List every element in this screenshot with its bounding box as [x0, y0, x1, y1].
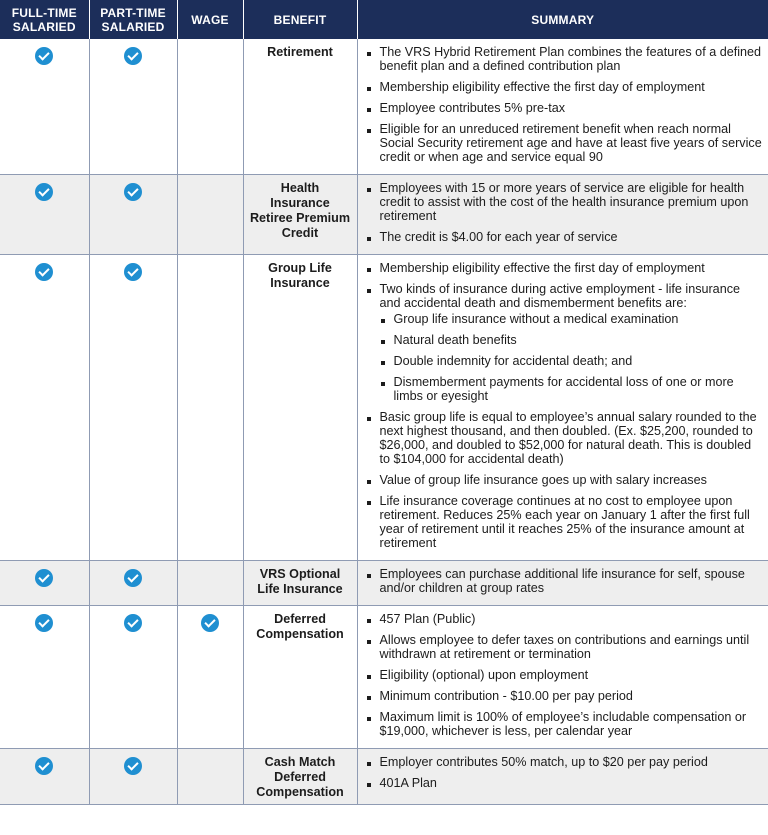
summary-item	[366, 710, 763, 738]
cell-wage	[177, 255, 243, 561]
summary-list	[366, 261, 763, 550]
cell-part-time	[89, 39, 177, 175]
table-row	[0, 561, 768, 606]
summary-item	[366, 668, 763, 682]
summary-item-text: Membership eligibility effective the first day of employment	[379, 261, 705, 275]
table-row	[0, 749, 768, 805]
summary-subitem: Group life insurance without a medical examination	[380, 312, 763, 326]
benefit-name: Cash Match Deferred Compensation	[243, 749, 357, 805]
table-body	[0, 39, 768, 805]
summary-item	[366, 755, 763, 769]
cell-wage	[177, 606, 243, 749]
summary-item-text: Value of group life insurance goes up with salary increases	[379, 473, 707, 487]
summary-subitem: Dismemberment payments for accidental loss of one or more limbs or eyesight	[380, 375, 763, 403]
table-row	[0, 39, 768, 175]
summary-item	[366, 122, 763, 164]
summary-item	[366, 101, 763, 115]
cell-full-time	[0, 561, 89, 606]
summary-item-text: Basic group life is equal to employee’s annual salary rounded to the next highest thousand, and then doubled. (Ex. $25,200, rounded to $26,000, and doubled to $52,000 for natural death. This is doubled to $104,000 for accidental death)	[379, 410, 757, 466]
summary-item-text: Employees can purchase additional life insurance for self, spouse and/or children at group rates	[379, 567, 745, 595]
summary-list	[366, 612, 763, 738]
cell-wage	[177, 749, 243, 805]
summary-list	[366, 181, 763, 244]
cell-full-time	[0, 749, 89, 805]
benefit-name: VRS Optional Life Insurance	[243, 561, 357, 606]
summary-item	[366, 633, 763, 661]
summary-item-text: Eligibility (optional) upon employment	[379, 668, 589, 682]
header-row	[0, 0, 768, 39]
summary-cell	[357, 561, 768, 606]
summary-list	[366, 755, 763, 790]
cell-wage	[177, 39, 243, 175]
cell-part-time	[89, 749, 177, 805]
cell-part-time	[89, 561, 177, 606]
check-circle-icon	[124, 569, 142, 587]
benefit-name: Retirement	[243, 39, 357, 175]
cell-full-time	[0, 255, 89, 561]
summary-item-text: Maximum limit is 100% of employee’s includable compensation or $19,000, whichever is less, per calendar year	[379, 710, 747, 738]
cell-full-time	[0, 606, 89, 749]
check-circle-icon	[35, 47, 53, 65]
check-circle-icon	[35, 569, 53, 587]
summary-item	[366, 776, 763, 790]
summary-list	[366, 45, 763, 164]
cell-wage	[177, 175, 243, 255]
cell-part-time	[89, 175, 177, 255]
check-circle-icon	[35, 263, 53, 281]
summary-item	[366, 410, 763, 466]
summary-subitem: Natural death benefits	[380, 333, 763, 347]
check-circle-icon	[201, 614, 219, 632]
summary-item	[366, 567, 763, 595]
summary-item	[366, 282, 763, 403]
header-benefit: BENEFIT	[243, 0, 357, 39]
check-circle-icon	[124, 757, 142, 775]
header-full-time: FULL-TIME SALARIED	[0, 0, 89, 39]
summary-item	[366, 181, 763, 223]
cell-part-time	[89, 255, 177, 561]
summary-cell	[357, 175, 768, 255]
summary-item	[366, 689, 763, 703]
benefit-name: Health Insurance Retiree Premium Credit	[243, 175, 357, 255]
check-circle-icon	[124, 47, 142, 65]
summary-cell	[357, 749, 768, 805]
cell-full-time	[0, 175, 89, 255]
summary-item-text: Allows employee to defer taxes on contributions and earnings until withdrawn at retirement or termination	[379, 633, 750, 661]
summary-item-text: Employees with 15 or more years of service are eligible for health credit to assist with the cost of the health insurance premium upon retirement	[379, 181, 749, 223]
summary-cell	[357, 606, 768, 749]
summary-item-text: Two kinds of insurance during active employment - life insurance and accidental death and dismemberment benefits are:	[379, 282, 740, 310]
check-circle-icon	[35, 614, 53, 632]
check-circle-icon	[35, 757, 53, 775]
summary-cell	[357, 39, 768, 175]
summary-item-text: Minimum contribution - $10.00 per pay period	[379, 689, 633, 703]
summary-item	[366, 494, 763, 550]
summary-item-text: Employer contributes 50% match, up to $20 per pay period	[379, 755, 708, 769]
check-circle-icon	[124, 183, 142, 201]
summary-item-text: Life insurance coverage continues at no cost to employee upon retirement. Reduces 25% each year on January 1 after the first full year of retirement until it reaches 25% of the insurance amount at retirement	[379, 494, 750, 550]
summary-item	[366, 230, 763, 244]
header-wage: WAGE	[177, 0, 243, 39]
summary-item	[366, 473, 763, 487]
header-summary: SUMMARY	[357, 0, 768, 39]
benefit-name: Deferred Compensation	[243, 606, 357, 749]
header-part-time: PART-TIME SALARIED	[89, 0, 177, 39]
summary-item	[366, 80, 763, 94]
summary-item	[366, 45, 763, 73]
check-circle-icon	[35, 183, 53, 201]
benefit-name: Group Life Insurance	[243, 255, 357, 561]
summary-item-text: The VRS Hybrid Retirement Plan combines the features of a defined benefit plan and a defined contribution plan	[379, 45, 762, 73]
summary-item-text: Membership eligibility effective the first day of employment	[379, 80, 705, 94]
summary-item	[366, 612, 763, 626]
summary-list	[366, 567, 763, 595]
cell-wage	[177, 561, 243, 606]
summary-item	[366, 261, 763, 275]
table-row	[0, 175, 768, 255]
check-circle-icon	[124, 263, 142, 281]
summary-item-text: 401A Plan	[379, 776, 437, 790]
table-row	[0, 255, 768, 561]
summary-item-text: Employee contributes 5% pre-tax	[379, 101, 565, 115]
table-row	[0, 606, 768, 749]
summary-item-text: 457 Plan (Public)	[379, 612, 476, 626]
cell-part-time	[89, 606, 177, 749]
summary-cell	[357, 255, 768, 561]
summary-item-text: Eligible for an unreduced retirement benefit when reach normal Social Security retirement age and have at least five years of service credit or when age and service equal 90	[379, 122, 762, 164]
summary-sublist	[380, 312, 763, 403]
summary-subitem: Double indemnity for accidental death; and	[380, 354, 763, 368]
summary-item-text: The credit is $4.00 for each year of service	[379, 230, 618, 244]
cell-full-time	[0, 39, 89, 175]
check-circle-icon	[124, 614, 142, 632]
